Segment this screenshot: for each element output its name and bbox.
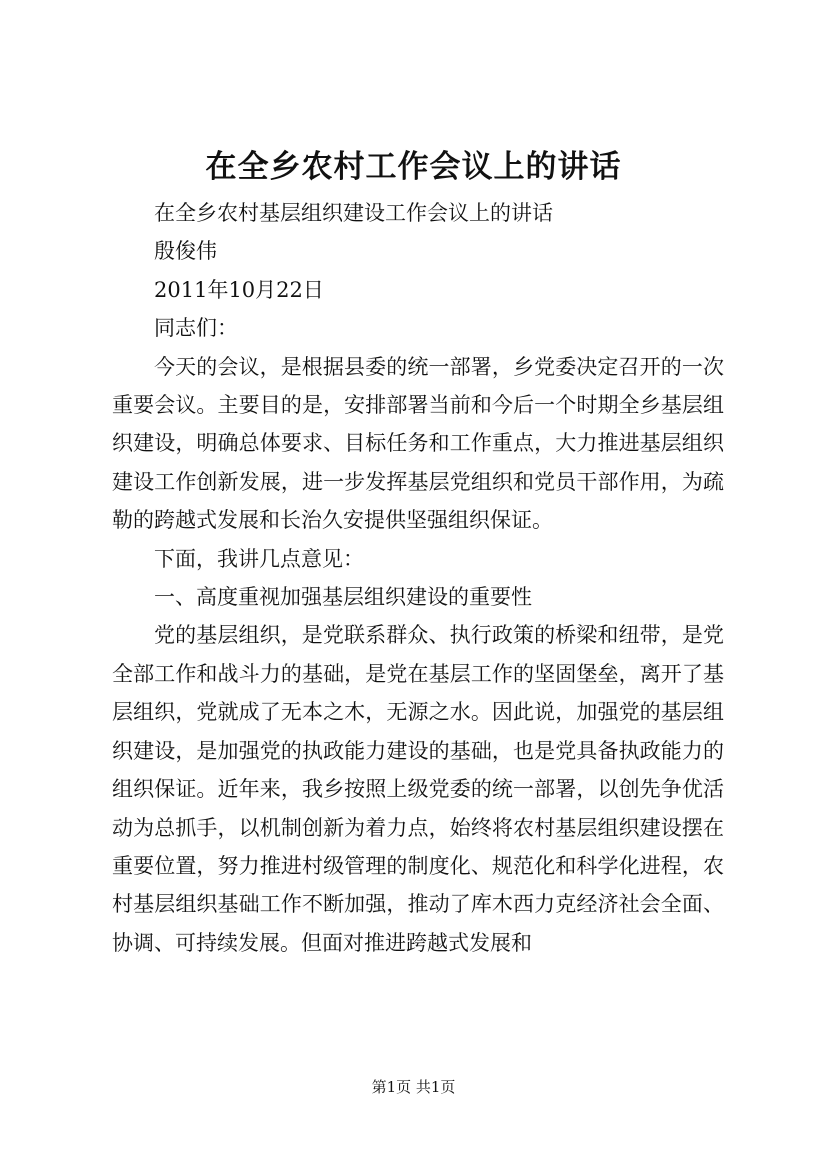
- body-paragraph: 今天的会议，是根据县委的统一部署，乡党委决定召开的一次重要会议。主要目的是，安排部署当前和今后一个时期全乡基层组织建设，明确总体要求、目标任务和工作重点，大力推进基层组织建设工作创新发展，进一步发挥基层党组织和党员干部作用，为疏勒的跨越式发展和长治久安提供坚强组织保证。: [112, 354, 724, 533]
- document-title: 在全乡农村工作会议上的讲话: [205, 149, 622, 185]
- author-paragraph: 殷俊伟: [154, 239, 217, 264]
- section-heading: 一、高度重视加强基层组织建设的重要性: [154, 585, 532, 610]
- document-body: [112, 194, 724, 962]
- salutation-paragraph: 同志们：: [154, 316, 238, 341]
- body-paragraph: 党的基层组织，是党联系群众、执行政策的桥梁和纽带，是党全部工作和战斗力的基础，是党在基层工作的坚固堡垒，离开了基层组织，党就成了无本之木，无源之水。因此说，加强党的基层组织建设，是加强党的执政能力建设的基础，也是党具备执政能力的组织保证。近年来，我乡按照上级党委的统一部署，以创先争优活动为总抓手，以机制创新为着力点，始终将农村基层组织建设摆在重要位置，努力推进村级管理的制度化、规范化和科学化进程，农村基层组织基础工作不断加强，推动了库木西力克经济社会全面、协调、可持续发展。但面对推进跨越式发展和: [112, 623, 724, 955]
- page-footer: 第1页 共1页: [371, 1078, 456, 1096]
- body-paragraph: 下面，我讲几点意见：: [154, 546, 364, 571]
- date-paragraph: 2011年10月22日: [154, 277, 324, 302]
- subtitle-paragraph: 在全乡农村基层组织建设工作会议上的讲话: [154, 201, 553, 225]
